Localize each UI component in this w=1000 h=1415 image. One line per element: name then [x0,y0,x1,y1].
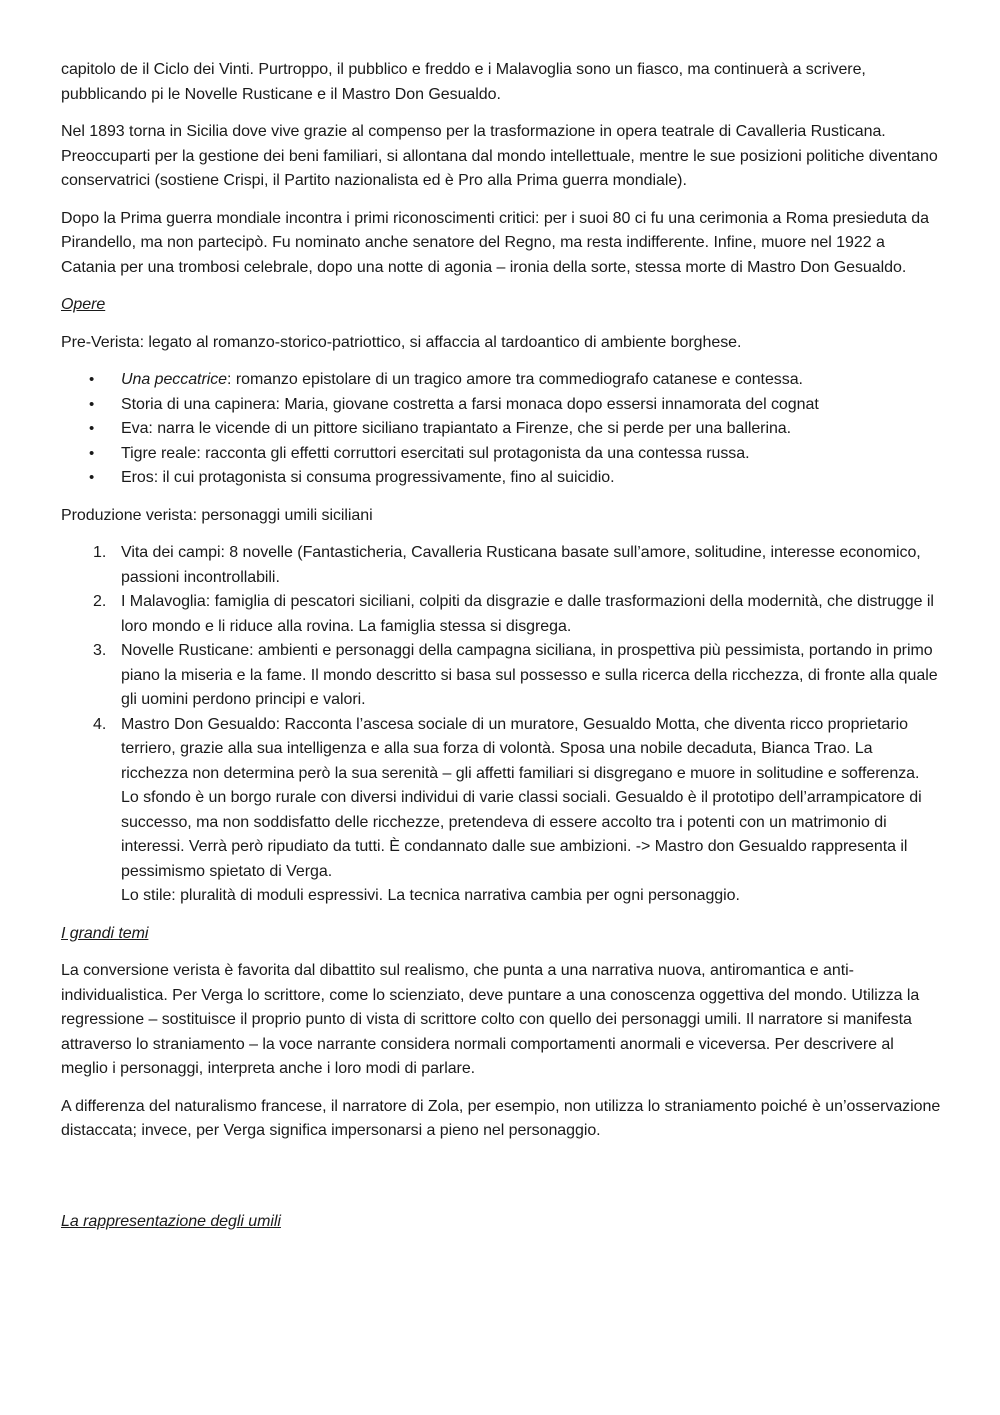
temi-paragraph-2: A differenza del naturalismo francese, il narratore di Zola, per esempio, non utilizza lo straniamento poiché è un’osservazione distaccata; invece, per Verga significa impersonarsi a pieno nel personaggio. [61,1097,941,1139]
list-item-text: I Malavoglia: famiglia di pescatori siciliani, colpiti da disgrazie e dalle trasformazioni della modernità, che distrugge il loro mondo e li riduce alla rovina. La famiglia stessa si disgrega. [121,593,934,635]
list-item-text: Lo stile: pluralità di moduli espressivi. La tecnica narrativa cambia per ogni personaggio. [121,887,740,904]
list-item [61,393,941,418]
intro-paragraph-1: capitolo de il Ciclo dei Vinti. Purtroppo, il pubblico e freddo e i Malavoglia sono un fiasco, ma continuerà a scrivere, pubblicando pi le Novelle Rusticane e il Mastro Don Gesualdo. [61,61,866,103]
list-item [61,713,941,909]
list-item [61,417,941,442]
list-item-text: Eros: il cui protagonista si consuma progressivamente, fino al suicidio. [121,469,615,486]
list-item-text: Novelle Rusticane: ambienti e personaggi della campagna siciliana, in prospettiva più pessimista, portando in primo piano la miseria e la fame. Il mondo descritto si basa sul possesso e sulla ricerca della ricchezza, di fronte alla quale gli uomini perdono principi e valori. [121,642,938,708]
list-item [61,639,941,713]
section-heading-opere: Opere [61,296,106,313]
list-item-text: Mastro Don Gesualdo: Racconta l’ascesa sociale di un muratore, Gesualdo Motta, che diventa ricco proprietario terriero, grazie alla sua intelligenza e alla sua forza di volontà. Sposa una nobile decaduta, Bianca Trao. La ricchezza non determina però la sua serenità – gli affetti familiari si disgregano e muore in solitudine e sofferenza. [121,715,920,782]
list-number: 3. [93,642,107,659]
spacer [61,1157,941,1210]
work-title: Una peccatrice [121,371,228,388]
list-number: 4. [93,715,107,733]
list-item-text: Storia di una capinera: Maria, giovane costretta a farsi monaca dopo essersi innamorata del cognat [121,395,819,413]
section-heading-rappresentazione: La rappresentazione degli umili [61,1212,281,1230]
list-item [61,466,941,491]
list-item [61,442,941,467]
list-item [61,590,941,639]
temi-paragraph-1: La conversione verista è favorita dal dibattito sul realismo, che punta a una narrativa nuova, antiromantica e anti-individualistica. Per Verga lo scrittore, come lo scienziato, deve puntare a una conoscenza oggettiva del mondo. Utilizza la regressione – sostituisce il proprio punto di vista di scrittore colto con quello dei personaggi umili. Il narratore si manifesta attraverso lo straniamento – la voce narrante considera normali comportamenti anormali e viceversa. Per descrivere al meglio i personaggi, interpreta anche i loro modi di parlare. [61,962,920,1077]
verista-list [61,541,941,909]
intro-paragraph-3: Dopo la Prima guerra mondiale incontra i primi riconoscimenti critici: per i suoi 80 ci fu una cerimonia a Roma presieduta da Pirandello, ma non partecipò. Fu nominato anche senatore del Regno, ma resta indifferente. Infine, muore nel 1922 a Catania per una trombosi celebrale, dopo una notte di agonia – ironia della sorte, stessa morte di Mastro Don Gesualdo. [61,209,929,276]
list-item [61,368,941,393]
intro-paragraph-2: Nel 1893 torna in Sicilia dove vive grazie al compenso per la trasformazione in opera teatrale di Cavalleria Rusticana. Preoccuparti per la gestione dei beni familiari, si allontana dal mondo intellettuale, mentre le sue posizioni politiche diventano conservatrici (sostiene Crispi, il Partito nazionalista ed è Pro alla Prima guerra mondiale). [61,123,938,189]
list-item-text: : romanzo epistolare di un tragico amore tra commediografo catanese e contessa. [227,371,803,388]
list-item-text: Tigre reale: racconta gli effetti corruttori esercitati sul protagonista da una contessa russa. [121,444,750,462]
list-number: 2. [93,593,107,610]
preverista-intro: Pre-Verista: legato al romanzo-storico-patriottico, si affaccia al tardoantico di ambiente borghese. [61,333,742,351]
document-page [61,58,941,1247]
list-number: 1. [93,544,107,561]
section-heading-grandi-temi: I grandi temi [61,924,149,942]
preverista-list [61,368,941,491]
list-item [61,541,941,590]
list-item-text: Lo sfondo è un borgo rurale con diversi individui di varie classi sociali. Gesualdo è il prototipo dell’arrampicatore di successo, ma non soddisfatto delle ricchezze, pretendeva di essere accolto tra i potenti con un matrimonio di interessi. Verrà però ripudiato da tutti. È condannato dalle sue ambizioni. -> Mastro don Gesualdo rappresenta il pessimismo spietato di Verga. [121,789,922,880]
verista-intro: Produzione verista: personaggi umili siciliani [61,506,373,524]
list-item-text: Vita dei campi: 8 novelle (Fantasticheria, Cavalleria Rusticana basate sull’amore, solitudine, interesse economico, passioni incontrollabili. [121,544,921,586]
list-item-text: Eva: narra le vicende di un pittore siciliano trapiantato a Firenze, che si perde per una ballerina. [121,420,792,437]
